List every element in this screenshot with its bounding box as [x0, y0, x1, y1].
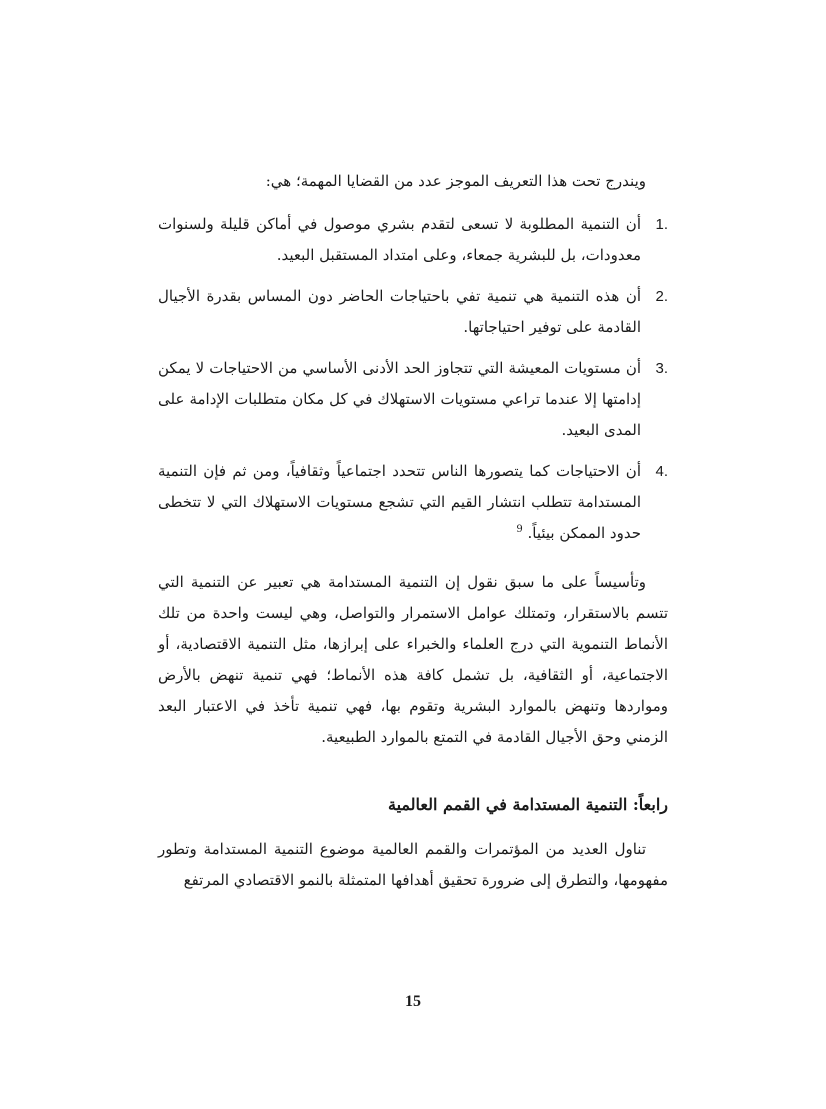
intro-sentence: ويندرج تحت هذا التعريف الموجز عدد من القضايا المهمة؛ هي:: [265, 172, 646, 190]
list-item-text: أن مستويات المعيشة التي تتجاوز الحد الأدنى الأساسي من الاحتياجات لا يمكن إدامتها إلا عندما تراعي مستويات الاستهلاك في كل مكان متطلبات الإدامة على المدى البعيد.: [158, 359, 641, 439]
list-item-text: أن هذه التنمية هي تنمية تفي باحتياجات الحاضر دون المساس بقدرة الأجيال القادمة على توفير احتياجاتها.: [158, 287, 641, 336]
page-number: 15: [405, 993, 421, 1010]
footnote-marker[interactable]: 9: [516, 524, 523, 535]
list-item: [158, 353, 668, 446]
list-item-text: أن الاحتياجات كما يتصورها الناس تتحدد اجتماعياً وثقافياً، ومن ثم فإن التنمية المستدامة تتطلب انتشار القيم التي تشجع مستويات الاستهلاك التي لا تتخطى حدود الممكن بيئياً.: [158, 462, 641, 542]
body-paragraph: وتأسيساً على ما سبق نقول إن التنمية المستدامة هي تعبير عن التنمية التي تتسم بالاستقرار، وتمتلك عوامل الاستمرار والتواصل، وهي ليست واحدة من تلك الأنماط التنموية التي درج العلماء والخبراء على إبرازها، مثل التنمية الاقتصادية، أو الاجتماعية، أو الثقافية، بل تشمل كافة هذه الأنماط؛ فهي تنمية تنهض بالأرض ومواردها وتنهض بالموارد البشرية وتقوم بها، فهي تنمية تأخذ في الاعتبار البعد الزمني وحق الأجيال القادمة في التمتع بالموارد الطبيعية.: [158, 573, 669, 746]
list-item-number: 2.: [655, 288, 668, 305]
list-item: [158, 456, 668, 549]
page-content: [158, 166, 668, 896]
list-item-text: أن التنمية المطلوبة لا تسعى لتقدم بشري موصول في أماكن قليلة ولسنوات معدودات، بل للبشرية جمعاء، وعلى امتداد المستقبل البعيد.: [158, 215, 641, 264]
list-item-number: 1.: [655, 216, 668, 233]
numbered-list: [158, 209, 668, 549]
list-item-number: 4.: [655, 463, 668, 480]
list-item-number: 3.: [655, 360, 668, 377]
list-item: [158, 281, 668, 343]
body-paragraph: تناول العديد من المؤتمرات والقمم العالمية موضوع التنمية المستدامة وتطور مفهومها، والتطرق إلى ضرورة تحقيق أهدافها المتمثلة بالنمو الاقتصادي المرتفع: [158, 840, 668, 889]
section-heading: رابعاً: التنمية المستدامة في القمم العالمية: [387, 795, 668, 814]
list-item: [158, 209, 668, 271]
